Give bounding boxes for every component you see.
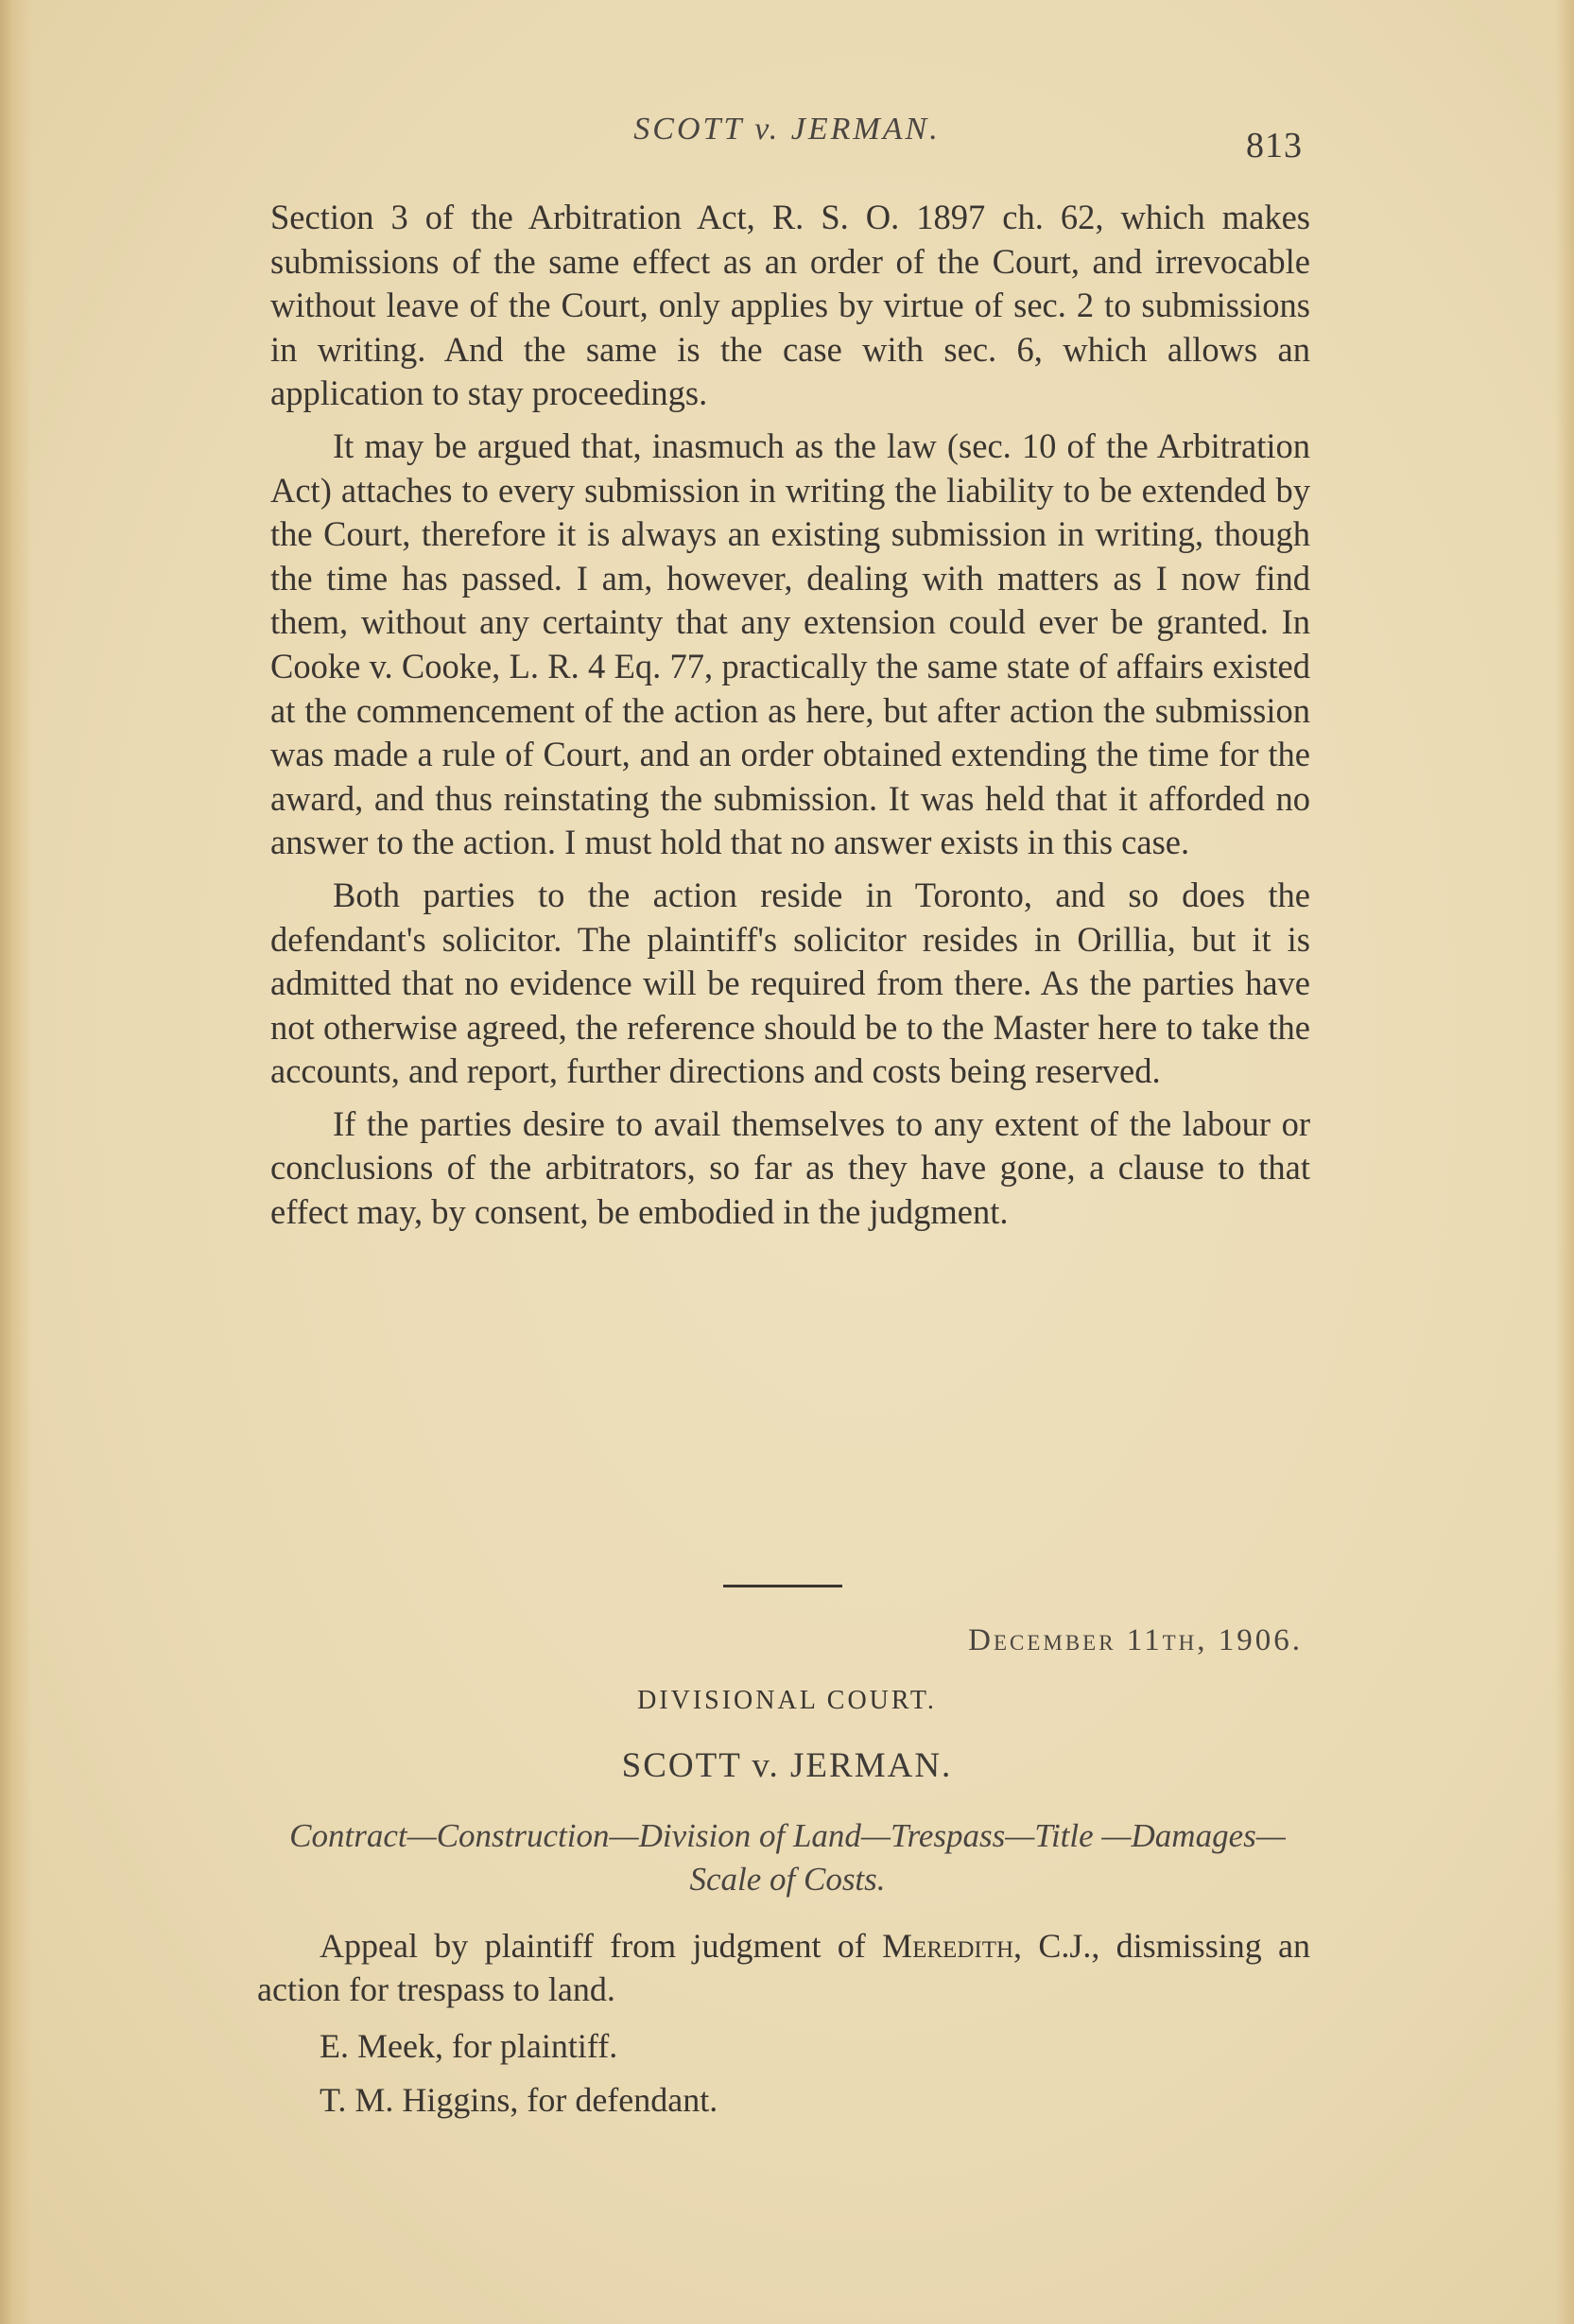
page-left-edge-shadow	[0, 0, 32, 2324]
appeal-judge: Meredith, C.J.	[882, 1927, 1092, 1965]
page-number: 813	[1246, 126, 1303, 165]
case-title: SCOTT v. JERMAN.	[621, 1746, 953, 1785]
paragraph: Section 3 of the Arbitration Act, R. S. O. 1897 ch. 62, which makes submissions of the same effect as an order of the Court, and irrevocable without leave of the Court, only applies by virtue of sec. 2 to submissions in writing. And the same is the case with sec. 6, which allows an application to stay proceedings.	[270, 198, 1310, 413]
page-right-edge-shadow	[1555, 0, 1574, 2324]
appeal-statement	[257, 1924, 1310, 2011]
paragraph: Both parties to the action reside in Toronto, and so does the defendant's solicitor. The plaintiff's solicitor resides in Orillia, but it is admitted that no evidence will be required from there. As the parties have not otherwise agreed, the reference should be to the Master here to take the accounts, and report, further directions and costs being reserved.	[270, 875, 1310, 1091]
counsel-defendant: T. M. Higgins, for defendant.	[320, 2081, 718, 2119]
paragraph: If the parties desire to avail themselves to any extent of the labour or conclusions of the arbitrators, so far as they have gone, a clause to that effect may, by consent, be embodied in the judgment.	[270, 1103, 1310, 1232]
paragraph: It may be argued that, inasmuch as the law (sec. 10 of the Arbitration Act) attaches to every submission in writing the liability to be extended by the Court, therefore it is always an existing submission in writing, though the time has passed. I am, however, dealing with matters as I now find them, without any certainty that any extension could ever be granted. In Cooke v. Cooke, L. R. 4 Eq. 77, practically the same state of affairs existed at the commencement of the action as here, but after action the submission was made a rule of Court, and an order obtained extending the time for the award, and thus reinstating the submission. It was held that it afforded no answer to the action. I must hold that no answer exists in this case.	[270, 425, 1310, 862]
appeal-suffix: , dismissing an action for trespass to land.	[257, 1927, 1310, 2008]
case-date: December 11th, 1906.	[968, 1623, 1303, 1657]
case-headnote: Contract—Construction—Division of Land—Trespass—Title —Damages—Scale of Costs.	[289, 1817, 1286, 1898]
section-divider	[723, 1585, 842, 1587]
main-text	[270, 196, 1310, 1243]
court-name: DIVISIONAL COURT.	[637, 1686, 937, 1715]
appeal-prefix: Appeal by plaintiff from judgment of	[320, 1927, 883, 1965]
counsel-plaintiff: E. Meek, for plaintiff.	[320, 2027, 618, 2065]
running-title: SCOTT v. JERMAN.	[633, 112, 941, 147]
